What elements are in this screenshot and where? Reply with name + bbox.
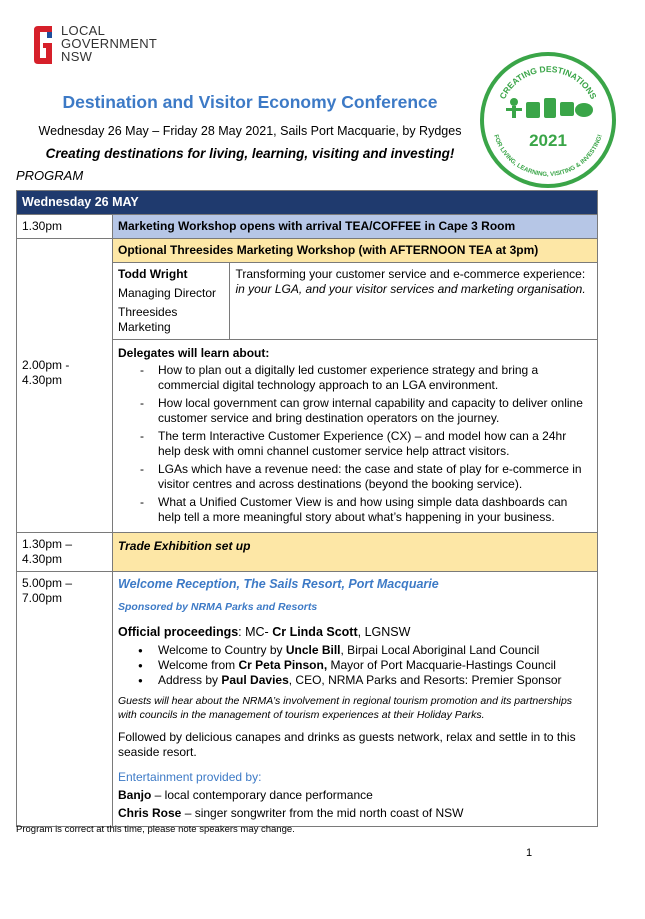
session-title: Marketing Workshop opens with arrival TEA/COFFEE in Cape 3 Room [113,215,598,239]
topic-text: Transforming your customer service and e-commerce experience: [235,267,586,281]
entertainment-item: Chris Rose – singer songwriter from the mid north coast of NSW [118,806,464,820]
guests-note: Guests will hear about the NRMA’s involvement in regional tourism promotion and its partnerships with councils in the management of tourism experiences at their Holiday Parks. [118,695,573,721]
table-row [17,572,598,827]
session-title: Optional Threesides Marketing Workshop (with AFTERNOON TEA at 3pm) [113,239,598,263]
learn-block [113,340,598,533]
list-item: - How local government can grow internal capability and capacity to deliver online customer service and bring destination operators on the journey. [158,396,592,426]
badge-arc-bottom: FOR LIVING, LEARNING, VISITING & INVESTING! [492,133,604,179]
logo-line-2: GOVERNMENT [61,36,158,51]
list-item: - LGAs which have a revenue need: the case and state of play for e-commerce in visitor centres and across destinations (beyond the booking service). [158,462,592,492]
time-cell: 1.30pm [17,215,113,239]
list-item: ● Welcome to Country by Uncle Bill, Birpai Local Aboriginal Land Council [158,643,592,658]
program-label: PROGRAM [16,168,84,183]
learn-list [118,363,592,525]
time-cell: 5.00pm – 7.00pm [17,572,113,827]
entertainment-item: Banjo – local contemporary dance performance [118,788,373,802]
program-table [16,190,598,827]
badge-arc-top: CREATING DESTINATIONS [497,63,599,101]
day-header-row [17,191,598,215]
lgnsw-logo [30,24,170,68]
reception-title: Welcome Reception, The Sails Resort, Port Macquarie [118,577,439,591]
tagline: Creating destinations for living, learning, visiting and investing! [45,146,455,161]
page-number: 1 [526,847,533,859]
session-title: Trade Exhibition set up [113,533,598,572]
logo-line-3: NSW [61,49,93,64]
list-item: - What a Unified Customer View is and how using simple data dashboards can help tell a more meaningful story about what’s happening in your business. [158,495,592,525]
badge-year: 2021 [529,131,567,150]
time-cell: 1.30pm – 4.30pm [17,533,113,572]
time-cell: 2.00pm - 4.30pm [17,239,113,533]
list-item: - How to plan out a digitally led customer experience strategy and bring a commercial digital technology approach to an LGA environment. [158,363,592,393]
speaker-block [113,263,229,339]
table-row [17,239,598,263]
official-proceedings: Official proceedings: MC- Cr Linda Scott, LGNSW [118,625,411,639]
table-row [17,533,598,572]
list-item: - The term Interactive Customer Experience (CX) – and model how can a 24hr help desk with omni channel customer service help attract visitors. [158,429,592,459]
lgnsw-g-icon [30,24,58,66]
topic-italic: in your LGA, and your visitor services and marketing organisation. [235,282,586,296]
reception-block [113,572,598,827]
list-item: ● Welcome from Cr Peta Pinson, Mayor of Port Macquarie-Hastings Council [158,658,592,673]
speaker-role: Managing Director [118,286,217,300]
entertainment-label: Entertainment provided by: [118,770,262,784]
session-topic [229,263,597,339]
footnote: Program is correct at this time, please note speakers may change. [16,824,295,835]
list-item: ● Address by Paul Davies, CEO, NRMA Parks and Resorts: Premier Sponsor [158,673,592,688]
speaker-name: Todd Wright [118,267,188,281]
conference-dates: Wednesday 26 May – Friday 28 May 2021, Sails Port Macquarie, by Rydges [38,124,462,138]
proceedings-list [118,643,592,688]
page-title: Destination and Visitor Economy Conference [62,92,438,112]
followed-text: Followed by delicious canapes and drinks as guests network, relax and settle in to this seaside resort. [118,730,576,759]
logo-line-1: LOCAL [61,23,106,38]
reception-sponsor: Sponsored by NRMA Parks and Resorts [118,601,318,613]
speaker-org: Threesides Marketing [118,305,178,334]
table-row [17,215,598,239]
day-header: Wednesday 26 MAY [17,191,598,215]
learn-heading: Delegates will learn about: [118,346,270,360]
conference-badge [478,50,618,190]
